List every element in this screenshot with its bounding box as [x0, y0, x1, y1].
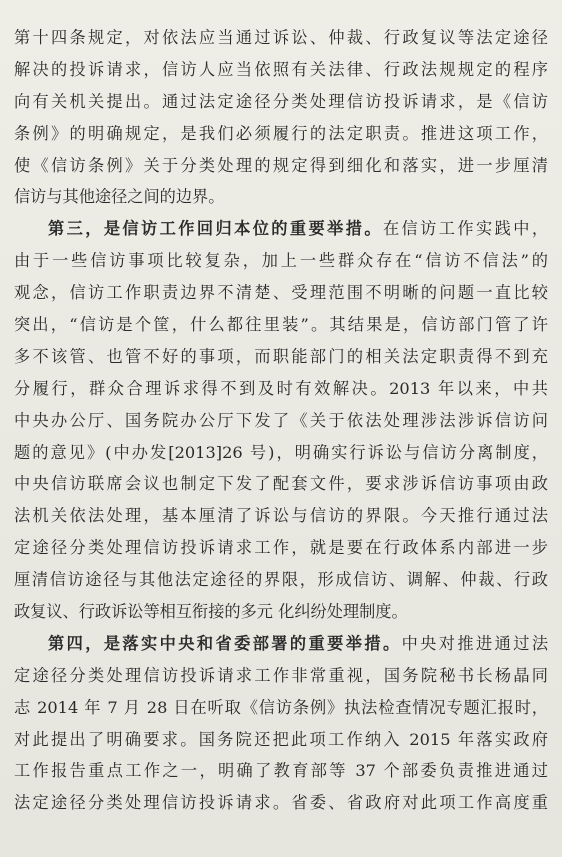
- text-line: 政复议、行政诉讼等相互衔接的多元 化纠纷处理制度。: [14, 602, 408, 622]
- text-line: 信访与其他途径之间的边界。: [14, 187, 225, 207]
- text-line: 对此提出了明确要求。国务院还把此项工作纳入 2015 年落实政府: [14, 729, 548, 749]
- text-line: 法定途径分类处理信访投诉请求。省委、省政府对此项工作高度重: [14, 793, 548, 813]
- text-line: 条例》的明确规定，是我们必须履行的法定职责。推进这项工作，: [14, 123, 548, 143]
- text-line: 由于一些信访事项比较复杂，加上一些群众存在“信访不信法”的: [14, 251, 548, 271]
- text-line: 分履行，群众合理诉求得不到及时有效解决。2013 年以来，中共: [14, 378, 548, 398]
- paragraph-2: [14, 213, 548, 628]
- text-line: 志 2014 年 7 月 28 日在听取《信访条例》执法检查情况专题汇报时，: [14, 697, 548, 717]
- paragraph-first-line: [14, 213, 548, 245]
- text-line: 厘清信访途径与其他法定途径的界限，形成信访、调解、仲裁、行政: [14, 570, 548, 590]
- text-line: 观念，信访工作职责边界不清楚、受理范围不明晰的问题一直比较: [14, 283, 548, 303]
- text-line: 定途径分类处理信访投诉请求工作非常重视，国务院秘书长杨晶同: [14, 665, 548, 685]
- text-line: 题的意见》(中办发[2013]26 号)，明确实行诉讼与信访分离制度，: [14, 442, 548, 462]
- text-line: 解决的投诉请求，信访人应当依照有关法律、行政法规规定的程序: [14, 59, 548, 79]
- heading-line-text: 在信访工作实践中，: [382, 219, 548, 239]
- text-line: 定途径分类处理信访投诉请求工作，就是要在行政体系内部进一步: [14, 538, 548, 558]
- paragraph-1: [14, 22, 548, 213]
- paragraph-heading: 第四，是落实中央和省委部署的重要举措。: [48, 633, 402, 653]
- text-line: 中央信访联席会议也制定下发了配套文件，要求涉诉信访事项由政: [14, 474, 548, 494]
- text-line: 工作报告重点工作之一，明确了教育部等 37 个部委负责推进通过: [14, 761, 548, 781]
- text-line: 突出，“信访是个筐，什么都往里装”。其结果是，信访部门管了许: [14, 315, 548, 335]
- text-line: 法机关依法处理，基本厘清了诉讼与信访的界限。今天推行通过法: [14, 506, 548, 526]
- paragraph-heading: 第三，是信访工作回归本位的重要举措。: [48, 219, 383, 239]
- heading-line-text: 中央对推进通过法: [401, 633, 548, 653]
- text-line: 向有关机关提出。通过法定途径分类处理信访投诉请求，是《信访: [14, 91, 548, 111]
- text-line: 使《信访条例》关于分类处理的规定得到细化和落实，进一步厘清: [14, 155, 548, 175]
- text-line: 第十四条规定，对依法应当通过诉讼、仲裁、行政复议等法定途径: [14, 28, 548, 47]
- text-line: 中央办公厅、国务院办公厅下发了《关于依法处理涉法涉诉信访问: [14, 410, 548, 430]
- paragraph-3: [14, 628, 548, 819]
- paragraph-first-line: [14, 628, 548, 660]
- text-line: 多不该管、也管不好的事项，而职能部门的相关法定职责得不到充: [14, 346, 548, 366]
